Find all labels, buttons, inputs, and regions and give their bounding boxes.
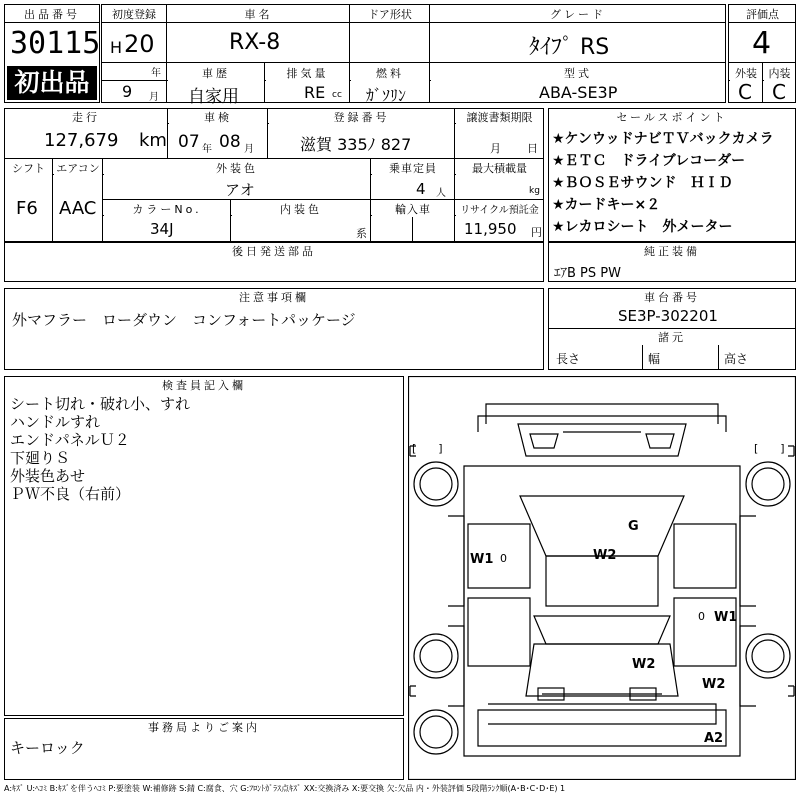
type-code-label: 型式 [431, 65, 725, 81]
equipment: ｴｱB PS PW [554, 266, 621, 281]
sales-points-block [548, 108, 796, 242]
sales-point: ★ＢＯＳＥサウンド ＨＩＤ [552, 175, 733, 191]
ext-grade: C [738, 80, 752, 104]
color-label: 外装色 [104, 160, 370, 176]
damage-mark: A2 [704, 731, 724, 746]
ac-label: エアコン [54, 160, 102, 176]
caution: 外マフラー ローダウン コンフォートパッケージ [12, 311, 356, 329]
office-label: 事務局よりご案内 [5, 719, 403, 735]
color: アオ [225, 181, 255, 199]
inspector-note: エンドパネルＵ２ [10, 431, 130, 449]
ext-label: 外装 [730, 65, 762, 81]
sales-point: ★レカロシート 外メーター [552, 219, 733, 235]
sales-point: ★ケンウッドナビＴＶバックカメラ [552, 131, 774, 147]
displacement: RE [304, 83, 326, 102]
damage-mark: W2 [632, 657, 656, 672]
capacity: 4 [416, 180, 426, 198]
model-label: 車名 [168, 6, 349, 22]
sales-point: ★カードキー×２ [552, 197, 661, 213]
door-label: ドア形状 [351, 6, 429, 22]
later-parts-block [4, 242, 544, 282]
score: 4 [752, 26, 772, 61]
color-no: 34J [150, 220, 174, 238]
grade: ﾀｲﾌﾟ RS [529, 35, 610, 60]
header-block [4, 4, 796, 107]
sales-points-label: セールスポイント [549, 109, 795, 125]
mileage: 127,679 [44, 130, 119, 151]
score-label: 評価点 [730, 6, 795, 22]
fuel: ｶﾞｿﾘﾝ [366, 86, 407, 105]
reg-month: 9 [122, 82, 133, 101]
insp-month-unit: 月 [244, 144, 254, 155]
damage-mark: W1 [714, 610, 738, 625]
int-label: 内装 [764, 65, 795, 81]
bracket-right: [ ] [754, 442, 785, 455]
equipment-block [548, 242, 796, 282]
grade-label: グレード [431, 6, 725, 22]
transfer-label: 譲渡書類期限 [456, 109, 543, 125]
inspection-label: 車検 [169, 109, 267, 125]
insp-year-unit: 年 [202, 144, 212, 155]
insp-year: 07 [178, 132, 200, 152]
displacement-unit: cc [332, 90, 342, 100]
max-load-unit: kg [529, 186, 540, 196]
damage-mark: G [628, 519, 639, 534]
reg-no-label: 登録番号 [269, 109, 454, 125]
office-block [4, 718, 404, 780]
spec-width: 幅 [648, 352, 661, 366]
damage-mark: W2 [702, 677, 726, 692]
max-load-label: 最大積載量 [456, 160, 543, 176]
interior-color-label: 内装色 [232, 201, 370, 217]
equipment-label: 純正装備 [549, 243, 795, 259]
caution-label: 注意事項欄 [5, 289, 543, 305]
displacement-label: 排気量 [266, 65, 349, 81]
history: 自家用 [188, 87, 239, 107]
recycle: 11,950 [464, 220, 517, 238]
lot-number-label: 出品番号 [5, 6, 99, 22]
ac: AAC [59, 198, 97, 219]
specs-label: 諸元 [549, 329, 795, 345]
chassis-label: 車台番号 [549, 289, 795, 305]
chassis-block [548, 288, 796, 370]
inspector-label: 検査員記入欄 [5, 377, 403, 393]
bracket-left: [ ] [412, 442, 443, 455]
reg-year: 20 [124, 30, 155, 58]
month-unit: 月 [149, 92, 159, 103]
footer-legend: A:ｷｽﾞ U:ﾍｺﾐ B:ｷｽﾞを伴うﾍｺﾐ P:要塗装 W:補修跡 S:錆 C:腐食、穴 G:ﾌﾛﾝﾄｶﾞﾗｽ点ｷｽﾞ XX:交換済み X:要交換 欠:欠品 内・外装評価 5段階ﾗﾝｸ順(A･B･C･D･E) 1 [4, 784, 566, 793]
type-code: ABA-SE3P [539, 83, 618, 102]
chassis-number: SE3P-302201 [618, 307, 718, 325]
later-parts-label: 後日発送部品 [5, 243, 543, 259]
inspector-block [4, 376, 404, 716]
spec-length: 長さ [556, 352, 581, 366]
mileage-label: 走行 [5, 109, 167, 125]
recycle-unit: 円 [531, 226, 542, 239]
capacity-unit: 人 [436, 188, 446, 199]
shift: F6 [16, 198, 38, 219]
damage-mark: 0 [500, 552, 507, 565]
inspector-note: 外装色あせ [10, 467, 86, 485]
recycle-label: リサイクル預託金 [456, 201, 543, 216]
mileage-unit: km [139, 130, 167, 151]
era: H [110, 38, 123, 57]
import-label: 輸入車 [372, 201, 454, 217]
shift-label: シフト [5, 160, 52, 176]
first-listing-badge: 初出品 [7, 66, 97, 100]
fuel-label: 燃料 [351, 65, 429, 81]
damage-mark: 0 [698, 610, 705, 623]
inspector-note: シート切れ・破れ小、すれ [10, 395, 191, 413]
spec-height: 高さ [724, 352, 749, 366]
inspector-note: ハンドルすれ [10, 413, 101, 431]
interior-color-unit: 系 [356, 227, 367, 240]
inspector-note: ＰＷ不良（右前） [10, 485, 131, 503]
model-name: RX-8 [229, 30, 281, 55]
damage-mark: W2 [593, 548, 617, 563]
sales-point: ★ＥＴＣ ドライブレコーダー [552, 153, 746, 169]
car-diagram [408, 376, 796, 780]
transfer-day-unit: 日 [527, 142, 538, 155]
reg-no: 滋賀 335ﾉ 827 [300, 135, 412, 154]
car-outline [408, 376, 796, 780]
insp-month: 08 [219, 132, 241, 152]
inspector-note: 下廻りＳ [10, 449, 71, 467]
int-grade: C [772, 80, 786, 104]
details-block [4, 108, 544, 242]
first-reg-label: 初度登録 [102, 6, 166, 22]
history-label: 車歴 [168, 65, 264, 81]
damage-mark: W1 [470, 552, 494, 567]
office-notice: キーロック [10, 739, 85, 757]
transfer-month-unit: 月 [490, 142, 501, 155]
year-unit: 年 [151, 68, 161, 79]
color-no-label: カラーNo. [104, 201, 230, 217]
capacity-label: 乗車定員 [372, 160, 454, 176]
caution-block [4, 288, 544, 370]
lot-number: 30115 [10, 26, 101, 61]
